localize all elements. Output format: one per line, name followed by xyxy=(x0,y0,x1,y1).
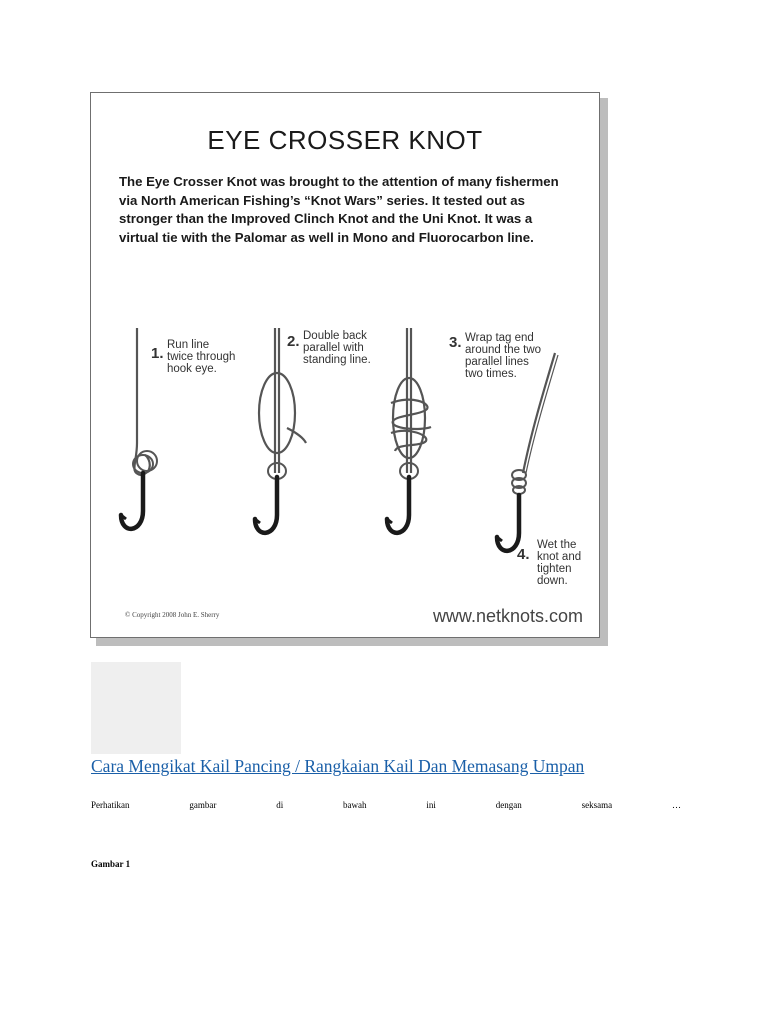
step-3-text: Wrap tag end around the two parallel lines two times. xyxy=(465,332,542,380)
step-3-illustration xyxy=(387,328,431,533)
paragraph-word: gambar xyxy=(189,800,217,810)
figure-caption: Gambar 1 xyxy=(91,859,131,869)
step-4-text: Wet the knot and tighten down. xyxy=(537,539,582,587)
step-2-number: 2. xyxy=(287,333,300,350)
figure-title: EYE CROSSER KNOT xyxy=(207,125,483,155)
image-placeholder xyxy=(91,662,181,754)
article-heading-link[interactable]: Cara Mengikat Kail Pancing / Rangkaian Kail Dan Memasang Umpan xyxy=(91,756,585,776)
knot-steps-diagram xyxy=(91,323,601,603)
step-4-illustration xyxy=(497,353,558,551)
step-3-number: 3. xyxy=(449,334,462,351)
paragraph-word: seksama xyxy=(581,800,613,810)
paragraph-word: bawah xyxy=(343,800,367,810)
paragraph-word: Perhatikan xyxy=(91,800,130,810)
step-4-number: 4. xyxy=(517,546,530,563)
figure-description: The Eye Crosser Knot was brought to the attention of many fishermen via North American Fishing’s “Knot Wars” series. It tested out as stronger than the Improved Clinch Knot and the Uni Knot. It was a virtual tie with the Palomar as well in Mono and Fluorocarbon line. xyxy=(119,174,559,245)
paragraph-word: dengan xyxy=(495,800,522,810)
paragraph-word: ini xyxy=(426,800,436,810)
paragraph-word: di xyxy=(276,800,284,810)
paragraph-word: … xyxy=(671,800,681,810)
step-1-number: 1. xyxy=(151,345,164,362)
copyright-notice: © Copyright 2008 John E. Sherry xyxy=(125,611,220,619)
step-1-text: Run line twice through hook eye. xyxy=(167,339,236,375)
article-paragraph xyxy=(91,800,681,810)
step-2-illustration xyxy=(255,328,306,533)
knot-figure xyxy=(90,92,600,638)
website-watermark: www.netknots.com xyxy=(432,606,583,626)
step-2-text: Double back parallel with standing line. xyxy=(303,330,371,366)
copyright-icon: © xyxy=(125,611,131,619)
